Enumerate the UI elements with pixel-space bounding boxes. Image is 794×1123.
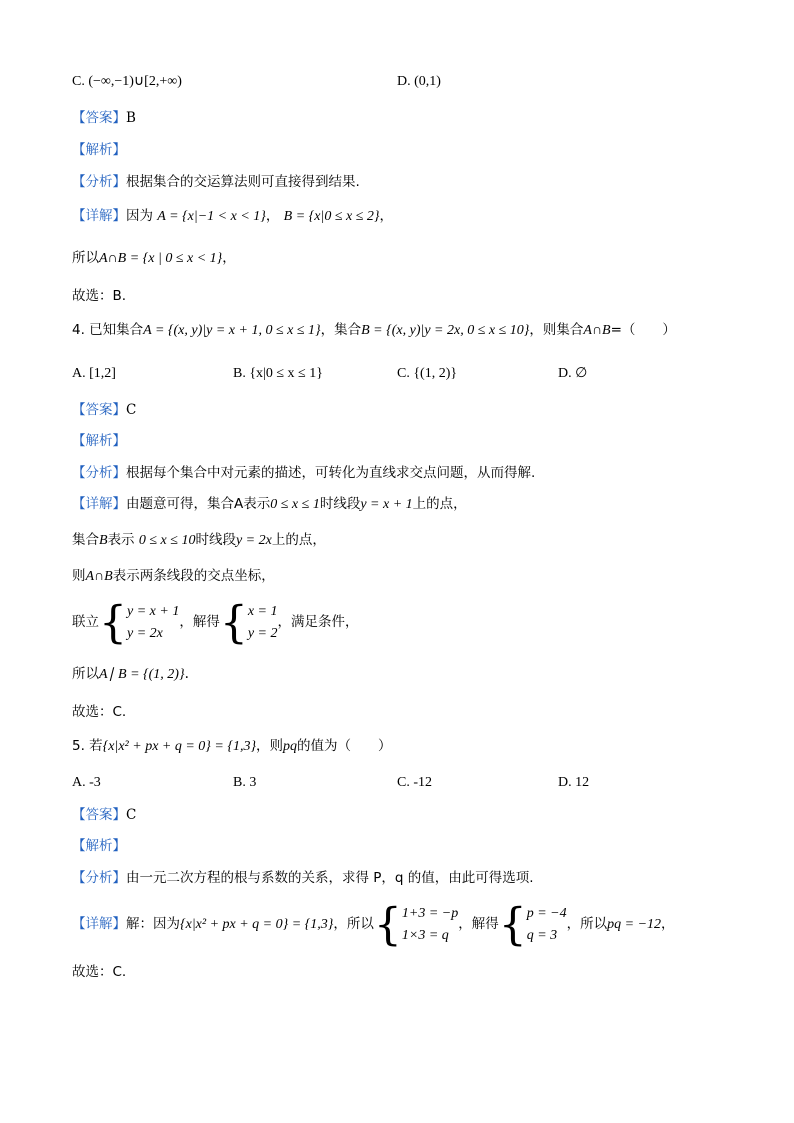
q3-xiangjie bbox=[72, 206, 393, 227]
set-a: A = {x|−1 < x < 1} bbox=[157, 209, 266, 224]
eq-row: y = 2 bbox=[247, 626, 278, 641]
q4-guxuan: 故选：C. bbox=[72, 704, 127, 720]
q5-fenxi bbox=[72, 868, 534, 888]
eq-row: x = 1 bbox=[247, 604, 278, 619]
text: 因为 bbox=[126, 208, 153, 224]
xiangjie-tag: 【详解】 bbox=[72, 916, 126, 932]
comma: ， bbox=[265, 208, 280, 224]
q5-answer-line bbox=[72, 805, 136, 825]
analysis-tag: 【解析】 bbox=[72, 142, 126, 158]
q3-guxuan: 故选：B. bbox=[72, 288, 127, 304]
equation-system bbox=[374, 901, 458, 949]
fenxi-tag: 【分析】 bbox=[72, 174, 126, 190]
q4-answer: C bbox=[126, 402, 137, 418]
q5-option-b: B. 3 bbox=[233, 775, 257, 790]
q5-option-a: A. -3 bbox=[72, 775, 101, 790]
text: 的值为（ ） bbox=[297, 738, 392, 754]
set-a: A = {(x, y)|y = x + 1, 0 ≤ x ≤ 1} bbox=[143, 323, 321, 338]
text: ，解得 bbox=[458, 916, 499, 932]
text: 联立 bbox=[72, 614, 99, 630]
text: 上的点， bbox=[412, 496, 467, 512]
q5-xiangjie bbox=[72, 900, 675, 949]
text: 解：因为 bbox=[126, 916, 180, 932]
q4-fenxi bbox=[72, 463, 535, 483]
q4-option-b: B. {x|0 ≤ x ≤ 1} bbox=[233, 366, 323, 381]
fenxi-tag: 【分析】 bbox=[72, 465, 126, 481]
equation-system bbox=[220, 599, 278, 647]
text: ，满足条件， bbox=[277, 614, 359, 630]
q5-stem bbox=[72, 736, 392, 757]
eq-row: y = x + 1 bbox=[127, 604, 180, 619]
text: 所以 bbox=[72, 250, 99, 266]
brace-icon: { bbox=[219, 597, 248, 648]
text: 则 bbox=[72, 568, 86, 584]
q5-option-c: C. -12 bbox=[397, 775, 432, 790]
q3-option-d: D. (0,1) bbox=[397, 74, 441, 89]
q4-stem bbox=[72, 320, 676, 341]
q4-option-a: A. [1,2] bbox=[72, 366, 116, 381]
fenxi-tag: 【分析】 bbox=[72, 870, 126, 886]
q3-fenxi bbox=[72, 172, 360, 192]
equation-system bbox=[499, 901, 567, 949]
a-cap-b: A∩B bbox=[583, 323, 611, 338]
analysis-tag: 【解析】 bbox=[72, 838, 126, 854]
range: 0 ≤ x ≤ 10 bbox=[138, 533, 196, 548]
pq-value: pq = −12 bbox=[607, 917, 662, 932]
text: =（ ） bbox=[610, 322, 676, 338]
line-eq: y = x + 1 bbox=[360, 497, 413, 512]
q4-set-b-desc bbox=[72, 530, 326, 551]
text: 时线段 bbox=[195, 532, 236, 548]
fenxi-text: 根据集合的交运算法则可直接得到结果. bbox=[126, 174, 360, 190]
q5-option-d: D. 12 bbox=[558, 775, 590, 790]
fenxi-text: 由一元二次方程的根与系数的关系，求得 P，q 的值，由此可得选项. bbox=[126, 870, 534, 886]
text: 由题意可得，集合A表示 bbox=[126, 496, 271, 512]
brace-icon: { bbox=[373, 899, 402, 950]
range: 0 ≤ x ≤ 1 bbox=[270, 497, 320, 512]
q3-answer: B bbox=[126, 110, 136, 126]
q3-suoyi bbox=[72, 248, 236, 269]
eq-row: 1×3 = q bbox=[401, 928, 449, 943]
text: 表示两条线段的交点坐标， bbox=[112, 568, 275, 584]
set: {x|x² + px + q = 0} = {1,3} bbox=[180, 917, 334, 932]
q4-ze bbox=[72, 566, 275, 587]
set: {x|x² + px + q = 0} = {1,3} bbox=[102, 739, 257, 754]
text: 表示 bbox=[107, 532, 135, 548]
q3-option-c: C. (−∞,−1)∪[2,+∞) bbox=[72, 74, 182, 89]
text: 上的点， bbox=[271, 532, 326, 548]
answer-tag: 【答案】 bbox=[72, 110, 126, 126]
b-letter: B bbox=[99, 533, 108, 548]
eq-row: y = 2x bbox=[127, 626, 163, 641]
text: ，集合 bbox=[320, 322, 362, 338]
result: A∣ B = {(1, 2)} bbox=[99, 667, 185, 682]
q4-suoyi bbox=[72, 664, 189, 685]
text: 集合 bbox=[72, 532, 99, 548]
xiangjie-tag: 【详解】 bbox=[72, 496, 126, 512]
q5-analysis-tag bbox=[72, 836, 126, 856]
eq-row: q = 3 bbox=[526, 928, 558, 943]
eq-row: p = −4 bbox=[526, 906, 567, 921]
q3-analysis-tag bbox=[72, 140, 126, 160]
equation-system bbox=[99, 599, 179, 647]
eq-row: 1+3 = −p bbox=[401, 906, 459, 921]
set-b: B = {(x, y)|y = 2x, 0 ≤ x ≤ 10} bbox=[361, 323, 530, 338]
xiangjie-tag: 【详解】 bbox=[72, 208, 126, 224]
text: 时线段 bbox=[319, 496, 361, 512]
answer-tag: 【答案】 bbox=[72, 402, 126, 418]
a-cap-b: A∩B bbox=[85, 569, 113, 584]
analysis-tag: 【解析】 bbox=[72, 433, 126, 449]
text: ， bbox=[661, 916, 675, 932]
answer-tag: 【答案】 bbox=[72, 807, 126, 823]
text: ， bbox=[222, 250, 236, 266]
fenxi-text: 根据每个集合中对元素的描述，可转化为直线求交点问题，从而得解. bbox=[126, 465, 536, 481]
stem-pre: 5. 若 bbox=[72, 738, 103, 754]
line-eq: y = 2x bbox=[235, 533, 272, 548]
pq: pq bbox=[283, 739, 298, 754]
a-cap-b: A∩B = {x | 0 ≤ x < 1} bbox=[99, 251, 223, 266]
comma: ， bbox=[379, 208, 393, 224]
q5-answer: C bbox=[126, 807, 137, 823]
brace-icon: { bbox=[498, 899, 527, 950]
stem-pre: 4. 已知集合 bbox=[72, 322, 144, 338]
q3-answer-line bbox=[72, 108, 136, 128]
brace-icon: { bbox=[99, 597, 127, 648]
q4-xiangjie bbox=[72, 494, 467, 515]
q4-option-d: D. ∅ bbox=[558, 366, 588, 381]
q4-option-c: C. {(1, 2)} bbox=[397, 366, 458, 381]
text: ，所以 bbox=[333, 916, 374, 932]
q5-guxuan: 故选：C. bbox=[72, 964, 127, 980]
text: . bbox=[184, 666, 189, 682]
text: ，解得 bbox=[179, 614, 220, 630]
q4-analysis-tag bbox=[72, 431, 126, 451]
set-b: B = {x|0 ≤ x ≤ 2} bbox=[283, 209, 380, 224]
q4-lianli bbox=[72, 598, 359, 647]
text: ，则集合 bbox=[529, 322, 584, 338]
text: 所以 bbox=[72, 666, 99, 682]
q4-answer-line bbox=[72, 400, 136, 420]
text: ，所以 bbox=[566, 916, 608, 932]
text: ，则 bbox=[256, 738, 284, 754]
